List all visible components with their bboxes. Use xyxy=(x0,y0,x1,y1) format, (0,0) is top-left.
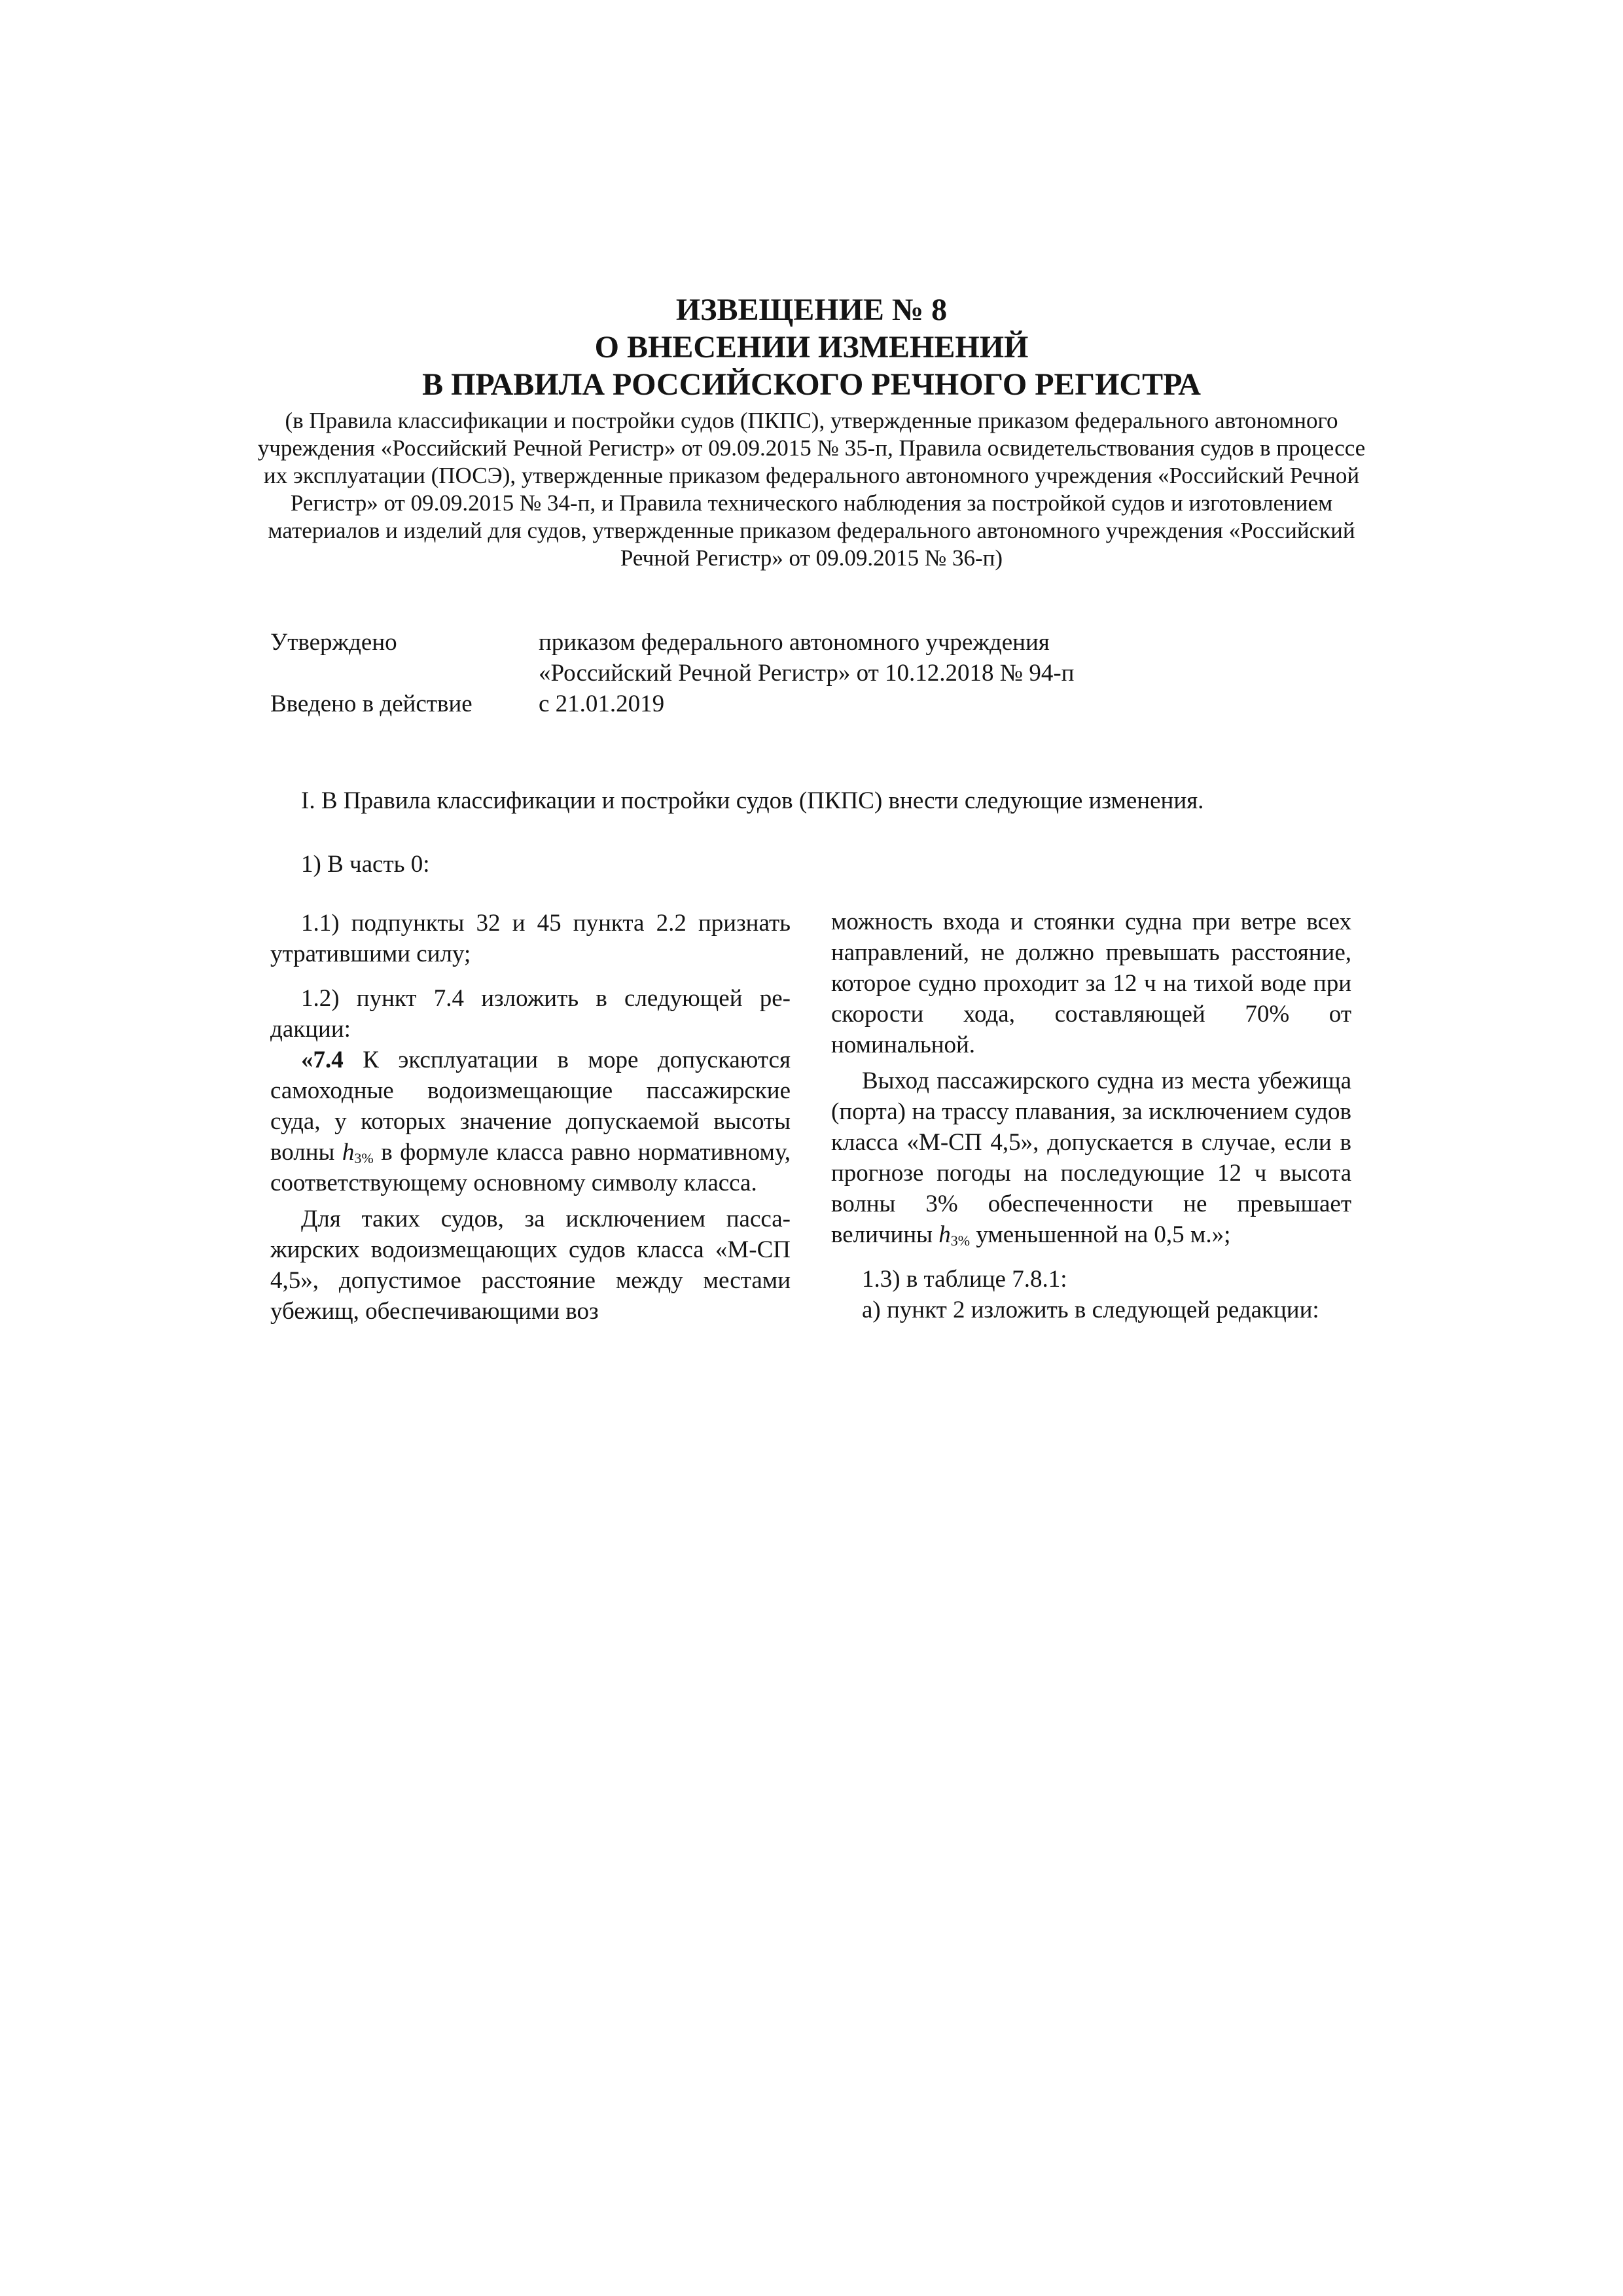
paragraph-distance: Для таких судов, за исключением пассажирских водоизмещающих судов класса «М-СП 4,5», допустимое расстояние между местами убежищ, обеспечивающими воз xyxy=(270,1206,791,1325)
clause-number: «7.4 xyxy=(301,1047,344,1073)
right-column xyxy=(831,906,1351,1325)
wave-height-subscript: 3% xyxy=(950,1232,971,1249)
approved-value xyxy=(539,627,1193,689)
effective-label: Введено в действие xyxy=(270,691,473,717)
paragraph-1-3: 1.3) в таблице 7.8.1: xyxy=(862,1266,1067,1293)
approved-label: Утверждено xyxy=(270,629,397,656)
section-intro: I. В Правила классификации и постройки судов (ПКПС) внести следующие изменения. xyxy=(301,787,1204,814)
approval-info xyxy=(270,627,1193,719)
left-column xyxy=(270,908,791,1327)
notice-subtitle: (в Правила классификации и постройки судов (ПКПС), утвержденные приказом федерального автономного учреждения «Российский Речной Регистр» от 09.09.2015 № 35-п, Правила освидетельствования судов в процессе их эксплуатации (ПОСЭ), утвержденные приказом федерального автономного учреждения «Российский Речной Регистр» от 09.09.2015 № 34-п, и Правила технического наблюдения за постройкой судов и изготовлением материалов и изделий для судов, утвержденные приказом федерального автономного учреждения «Российский Речной Регистр» от 09.09.2015 № 36-п) xyxy=(257,408,1366,571)
paragraph-7-4 xyxy=(270,1045,791,1198)
effective-value: с 21.01.2019 xyxy=(539,691,665,717)
paragraph-exit xyxy=(831,1066,1351,1250)
approved-row xyxy=(270,627,1193,689)
clause-text-a: К эксплуатации в море допускаются самоходные водоизмещающие пассажирские суда, у которых значение допускаемой высоты волны xyxy=(270,1047,791,1166)
wave-height-symbol: h xyxy=(342,1139,355,1166)
title-block xyxy=(0,291,1623,572)
effective-row xyxy=(270,689,1193,719)
clause-text-b: в формуле класса равно нормативному, соответствующему основному символу класса. xyxy=(270,1139,791,1196)
paragraph-1-2: 1.2) пункт 7.4 изложить в следующей редакции: xyxy=(270,985,791,1043)
notice-subject: О ВНЕСЕНИИ ИЗМЕНЕНИЙ xyxy=(594,330,1029,365)
approved-value-line-1: приказом федерального автономного учреждения xyxy=(539,629,1050,656)
exit-text-a: Выход пассажирского судна из места убежища (порта) на трассу плавания, за исключением судов класса «М-СП 4,5», допускается в случае, если в прогнозе погоды на последующие 12 ч высота волны 3% обеспеченности не превышает величины xyxy=(831,1067,1351,1248)
paragraph-1-1: 1.1) подпункты 32 и 45 пункта 2.2 признать утратившими силу; xyxy=(270,910,791,967)
wave-height-subscript: 3% xyxy=(354,1150,374,1166)
paragraph-item-a: а) пункт 2 изложить в следующей редакции: xyxy=(862,1297,1319,1323)
part-heading: 1) В часть 0: xyxy=(301,851,430,878)
notice-title: ИЗВЕЩЕНИЕ № 8 xyxy=(675,293,948,327)
paragraph-continuation: можность входа и стоянки судна при ветре всех направлений, не должно превышать расстояние, которое судно проходит за 12 ч на тихой воде при скорости хода, составляющей 70% от номинальной. xyxy=(831,908,1351,1058)
notice-target: В ПРАВИЛА РОССИЙСКОГО РЕЧНОГО РЕГИСТРА xyxy=(422,367,1201,402)
exit-text-b: уменьшенной на 0,5 м.»; xyxy=(970,1221,1231,1248)
approved-value-line-2: «Российский Речной Регистр» от 10.12.2018 № 94-п xyxy=(539,660,1075,687)
wave-height-symbol: h xyxy=(938,1221,951,1248)
